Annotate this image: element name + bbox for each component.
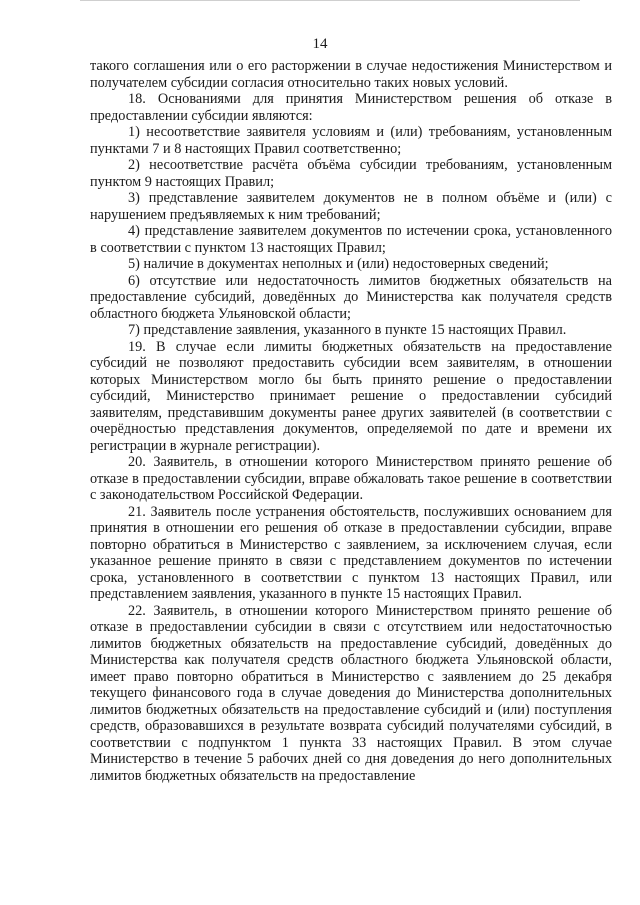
paragraph-19: 19. В случае если лимиты бюджетных обязательств на предоставление субсидий не позволяют предоставить субсидии всем заявителям, в отношении которых Министерством могло бы быть принято решение о предоставлении субсидий, Министерство принимает решение о предоставлении субсидий заявителям, представившим документы ранее других заявителей (в соответствии с очерёдностью представления документов, определяемой по дате и времени их регистрации в журнале регистрации). <box>90 338 612 454</box>
paragraph-18: 18. Основаниями для принятия Министерством решения об отказе в предоставлении субсидии являются: <box>90 91 612 124</box>
list-item-18-5: 5) наличие в документах неполных и (или) недостоверных сведений; <box>128 256 549 272</box>
document-body <box>90 58 612 784</box>
paragraph-21: 21. Заявитель после устранения обстоятельств, послуживших основанием для принятия в отношении его решения об отказе в предоставлении субсидии, вправе повторно обратиться в Министерство с заявлением, за исключением случая, если указанное решение принято в связи с представлением документов по истечении срока, установленного в соответствии с пунктом 13 настоящих Правил, или представлением заявления, указанного в пункте 15 настоящих Правил. <box>90 503 612 602</box>
page-number: 14 <box>312 36 328 52</box>
paragraph-20: 20. Заявитель, в отношении которого Министерством принято решение об отказе в предоставлении субсидии, вправе обжаловать такое решение в соответствии с законодательством Российской Федерации. <box>90 454 612 503</box>
scan-edge-line <box>80 0 580 1</box>
list-item-18-2: 2) несоответствие расчёта объёма субсидии требованиям, установленным пунктом 9 настоящих Правил; <box>90 157 612 190</box>
paragraph-22: 22. Заявитель, в отношении которого Министерством принято решение об отказе в предоставлении субсидии в связи с отсутствием или недостаточностью лимитов бюджетных обязательств на предоставление субсидий, доведённых до Министерства как получателя средств областного бюджета Ульяновской области, имеет право повторно обратиться в Министерство с заявлением до 25 декабря текущего финансового года в случае доведения до Министерства дополнительных лимитов бюджетных обязательств на предоставление субсидий и (или) поступления средств, образовавшихся в результате возврата субсидий получателями субсидий, в соответствии с подпунктом 1 пункта 33 настоящих Правил. В этом случае Министерство в течение 5 рабочих дней со дня доведения до него дополнительных лимитов бюджетных обязательств на предоставление <box>90 602 612 784</box>
list-item-18-1: 1) несоответствие заявителя условиям и (или) требованиям, установленным пунктами 7 и 8 настоящих Правил соответственно; <box>90 124 612 157</box>
list-item-18-6: 6) отсутствие или недостаточность лимитов бюджетных обязательств на предоставление субсидий, доведённых до Министерства как получателя средств областного бюджета Ульяновской области; <box>90 272 612 322</box>
list-item-18-4: 4) представление заявителем документов по истечении срока, установленного в соответствии с пунктом 13 настоящих Правил; <box>90 223 612 256</box>
list-item-18-7: 7) представление заявления, указанного в пункте 15 настоящих Правил. <box>128 322 567 338</box>
paragraph-continuation: такого соглашения или о его расторжении в случае недостижения Министерством и получателем субсидии согласия относительно таких новых условий. <box>90 58 612 91</box>
list-item-18-3: 3) представление заявителем документов не в полном объёме и (или) с нарушением предъявляемых к ним требований; <box>90 190 612 223</box>
